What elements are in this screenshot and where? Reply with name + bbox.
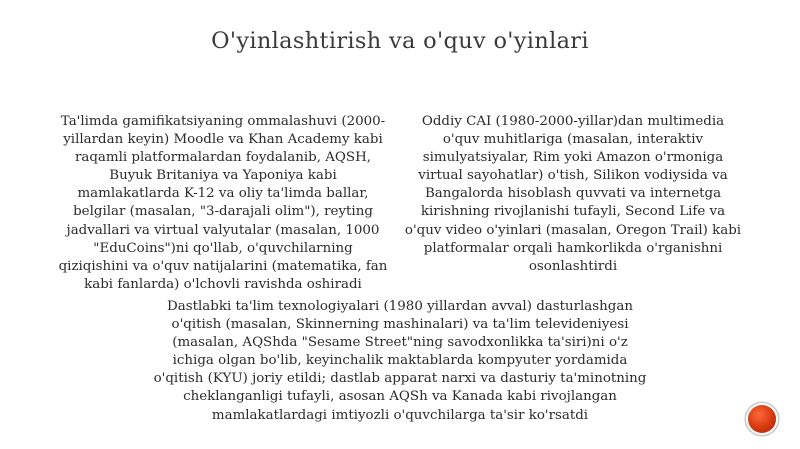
paragraph-multimedia: Oddiy CAI (1980-2000-yillar)dan multimedia o'quv muhitlariga (masalan, interaktiv simulyatsiyalar, Rim yoki Amazon o'rmoniga virtual sayohatlar) o'tish, Silikon vodiysida va Bangalorda hisoblash quvvati va internetga kirishning rivojlanishi tufayli, Second Life va o'quv video o'yinlari (masalan, Oregon Trail) kabi platformalar orqali hamkorlikda o'rganishni osonlashtirdi — [404, 114, 742, 274]
paragraph-early-technology: Dastlabki ta'lim texnologiyalari (1980 yillardan avval) dasturlashgan o'qitish (masalan, Skinnerning mashinalari) va ta'lim televideniyesi (masalan, AQShda "Sesame Street"ning savodxonlikka ta'siri)ni o'z ichiga olgan bo'lib, keyinchalik maktablarda kompyuter yordamida o'qitish (KYU) joriy etildi; dastlab apparat narxi va dasturiy ta'minotning cheklanganligi tufayli, asosan AQSh va Kanada kabi rivojlangan mamlakatlardagi imtiyozli o'quvchilarga ta'sir ko'rsatdi — [153, 299, 647, 423]
paragraph-gamification: Ta'limda gamifikatsiyaning ommalashuvi (2000-yillardan keyin) Moodle va Khan Academy kabi raqamli platformalardan foydalanib, AQSH, Buyuk Britaniya va Yaponiya kabi mamlakatlarda K-12 va oliy ta'limda ballar, belgilar (masalan, "3-darajali olim"), reyting jadvallari va virtual valyutalar (masalan, 1000 "EduCoins")ni qo'llab, o'quvchilarning qiziqishini va o'quv natijalarini (matematika, fan kabi fanlarda) o'lchovli ravishda oshiradi — [58, 114, 388, 292]
slide-title: O'yinlashtirish va o'quv o'yinlari — [211, 28, 589, 54]
next-slide-button[interactable] — [748, 405, 776, 433]
